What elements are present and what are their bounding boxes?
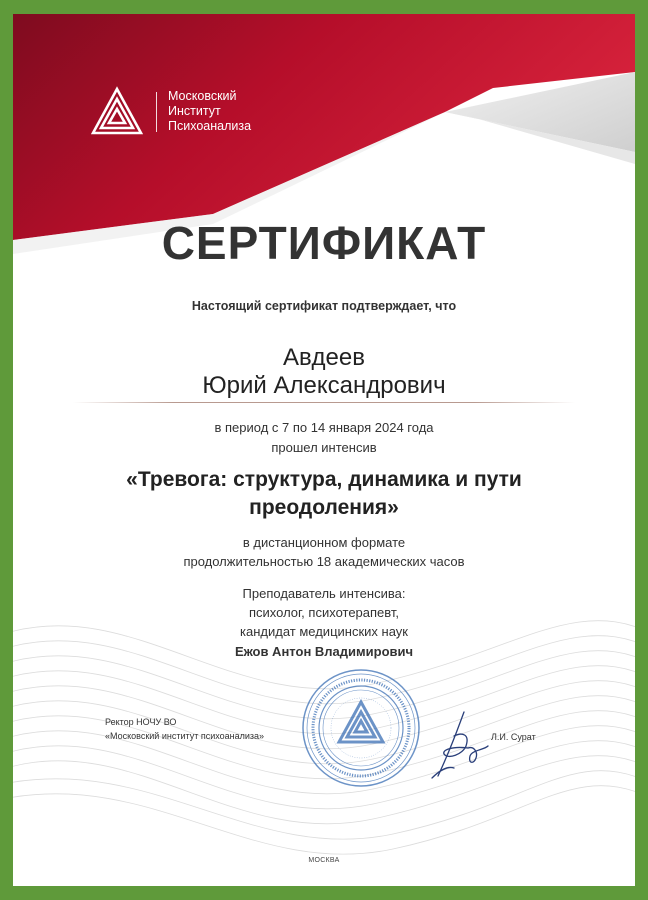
institute-name bbox=[168, 89, 251, 134]
certificate bbox=[13, 14, 635, 886]
teacher-degree: кандидат медицинских наук bbox=[240, 624, 408, 639]
completed-text: прошел интенсив bbox=[271, 440, 377, 455]
teacher-name: Ежов Антон Владимирович bbox=[234, 644, 414, 659]
institute-seal-icon bbox=[299, 666, 423, 790]
recipient-given-names: Юрий Александрович bbox=[202, 372, 446, 399]
period-text: в период с 7 по 14 января 2024 года bbox=[214, 420, 434, 435]
recipient-name bbox=[13, 344, 635, 400]
institute-logo-icon bbox=[91, 86, 143, 138]
course-title: «Тревога: структура, динамика и пути преодоления» bbox=[126, 468, 522, 519]
name-underline bbox=[73, 402, 575, 403]
duration-text: продолжительностью 18 академических часов bbox=[183, 554, 465, 569]
teacher-role: психолог, психотерапевт, bbox=[248, 605, 400, 620]
rector-title bbox=[105, 715, 264, 743]
city: МОСКВА bbox=[308, 857, 340, 864]
format-block bbox=[13, 533, 635, 571]
institute-name-line: Институт bbox=[168, 104, 221, 118]
certificate-title: СЕРТИФИКАТ bbox=[161, 217, 487, 269]
institute-name-line: Московский bbox=[168, 89, 237, 103]
confirm-text: Настоящий сертификат подтверждает, что bbox=[191, 299, 457, 313]
rector-signature-icon bbox=[418, 706, 498, 786]
institute-name-line: Психоанализа bbox=[168, 119, 252, 133]
rector-position: Ректор НОЧУ ВО bbox=[105, 717, 177, 727]
rector-name: Л.И. Сурат bbox=[491, 732, 536, 742]
logo-divider bbox=[156, 92, 157, 132]
format-text: в дистанционном формате bbox=[242, 535, 406, 550]
recipient-surname: Авдеев bbox=[283, 344, 365, 371]
period-block bbox=[13, 418, 635, 458]
teacher-block bbox=[13, 584, 635, 661]
teacher-label: Преподаватель интенсива: bbox=[242, 586, 406, 601]
rector-organization: «Московский институт психоанализа» bbox=[105, 731, 265, 741]
